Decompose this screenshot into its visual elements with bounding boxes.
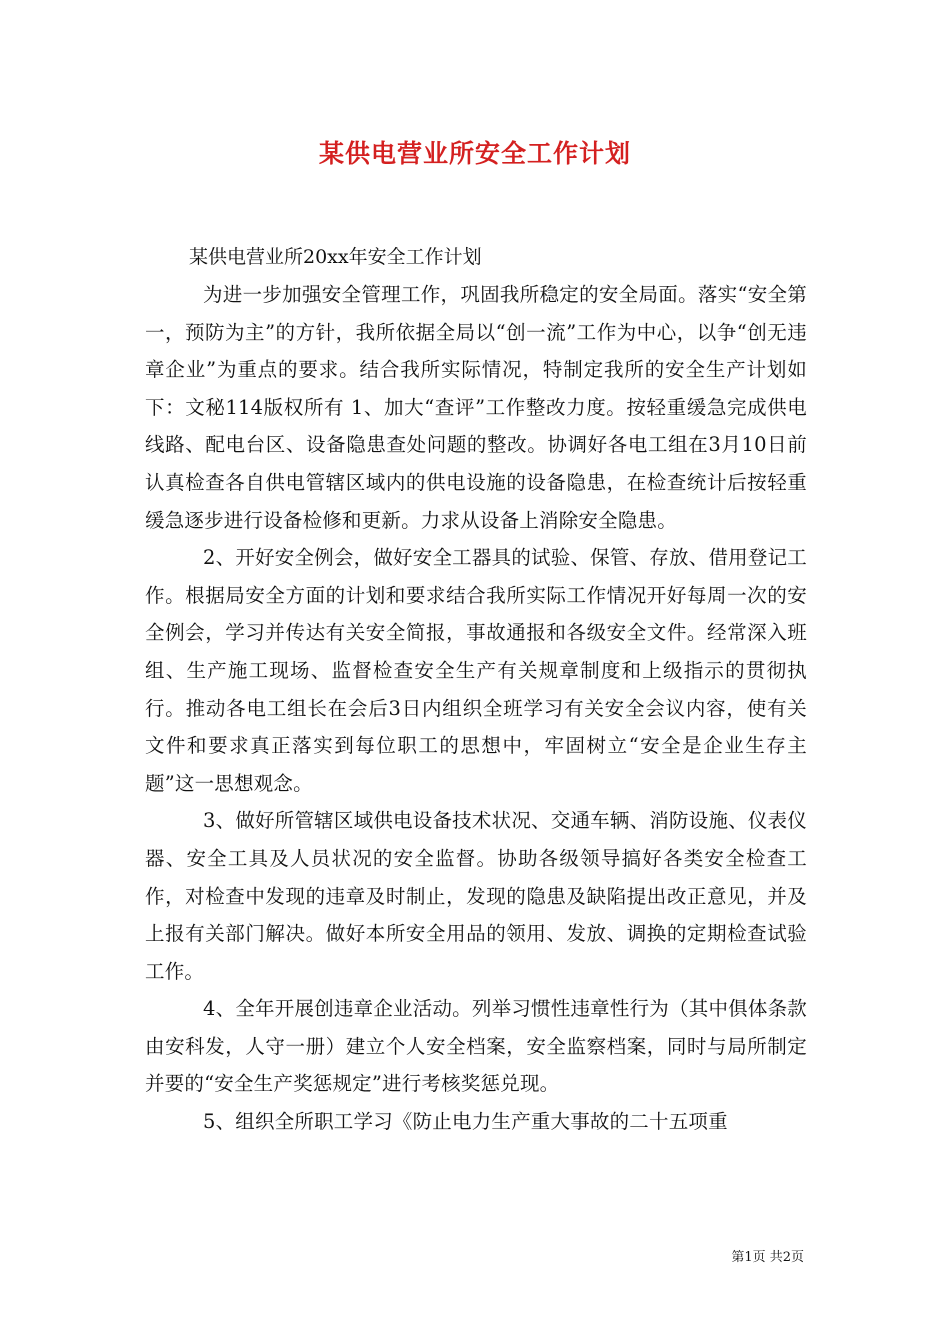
paragraph-1: 为进一步加强安全管理工作，巩固我所稳定的安全局面。落实“安全第一，预防为主”的方针，我所依据全局以“创一流”工作为中心，以争“创无违章企业”为重点的要求。结合我所实际情况，特制定我所的安全生产计划如下：文秘114版权所有 1、加大“查评”工作整改力度。按轻重缓急完成供电线路、配电台区、设备隐患查处问题的整改。协调好各电工组在3月10日前认真检查各自供电管辖区域内的供电设施的设备隐患，在检查统计后按轻重缓急逐步进行设备检修和更新。力求从设备上消除安全隐患。: [145, 283, 807, 532]
document-body: [145, 238, 807, 1141]
document-title: 某供电营业所安全工作计划: [318, 139, 631, 168]
paragraph-2: 2、开好安全例会，做好安全工器具的试验、保管、存放、借用登记工作。根据局安全方面的计划和要求结合我所实际工作情况开好每周一次的安全例会，学习并传达有关安全简报，事故通报和各级安全文件。经常深入班组、生产施工现场、监督检查安全生产有关规章制度和上级指示的贯彻执行。推动各电工组长在会后3日内组织全班学习有关安全会议内容，使有关文件和要求真正落实到每位职工的思想中，牢固树立“安全是企业生存主题”这一思想观念。: [145, 546, 807, 795]
document-subtitle: 某供电营业所20xx年安全工作计划: [189, 246, 482, 268]
paragraph-5: 5、组织全所职工学习《防止电力生产重大事故的二十五项重: [203, 1110, 728, 1134]
paragraph-4: 4、全年开展创违章企业活动。列举习惯性违章性行为（其中俱体条款由安科发，人守一册）建立个人安全档案，安全监察档案，同时与局所制定并要的“安全生产奖惩规定”进行考核奖惩兑现。: [145, 997, 807, 1096]
page-number: 第1页 共2页: [731, 1250, 804, 1265]
paragraph-3: 3、做好所管辖区域供电设备技术状况、交通车辆、消防设施、仪表仪器、安全工具及人员状况的安全监督。协助各级领导搞好各类安全检查工作，对检查中发现的违章及时制止，发现的隐患及缺陷提出改正意见，并及上报有关部门解决。做好本所安全用品的领用、发放、调换的定期检查试验工作。: [145, 809, 807, 983]
